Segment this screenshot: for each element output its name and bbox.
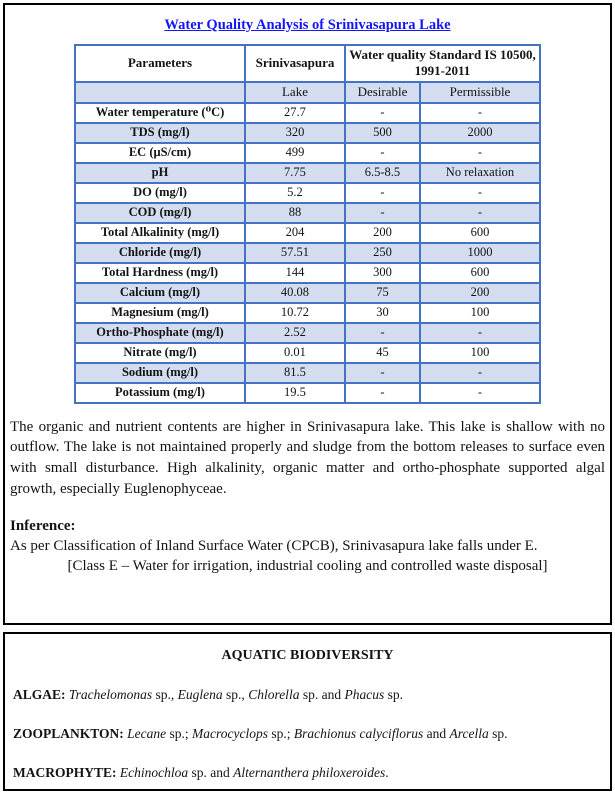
permissible-value-cell: 100 [420,303,540,323]
parameter-cell: COD (mg/l) [75,203,245,223]
species-name: Brachionus calyciflorus [293,726,424,741]
lake-value-cell: 2.52 [245,323,345,343]
table-row [75,163,540,183]
water-quality-table [74,44,541,404]
text-segment: sp. [488,726,508,741]
water-quality-table-body [75,103,540,403]
lake-value-cell: 204 [245,223,345,243]
table-row [75,263,540,283]
parameter-cell: Potassium (mg/l) [75,383,245,403]
text-segment: sp., [152,687,178,702]
permissible-value-cell: 200 [420,283,540,303]
text-segment: . [385,765,389,780]
parameter-cell: Chloride (mg/l) [75,243,245,263]
parameter-cell: Nitrate (mg/l) [75,343,245,363]
permissible-value-cell: No relaxation [420,163,540,183]
biodiversity-line-macrophyte [13,765,602,781]
table-row [75,343,540,363]
desirable-value-cell: - [345,323,420,343]
species-name: Lecane [127,726,167,741]
lake-subheader-cell: Lake [245,82,345,103]
desirable-value-cell: - [345,363,420,383]
lake-value-cell: 5.2 [245,183,345,203]
parameters-column-header: Parameters [75,45,245,82]
table-row [75,143,540,163]
lake-value-cell: 57.51 [245,243,345,263]
species-name: Chlorella [248,687,300,702]
desirable-value-cell: - [345,103,420,123]
parameter-cell: Water temperature (⁰C) [75,103,245,123]
table-subheader-row [75,82,540,103]
table-row [75,103,540,123]
desirable-subheader-cell: Desirable [345,82,420,103]
table-row [75,183,540,203]
water-quality-report-box [3,3,612,625]
text-segment: sp.; [268,726,294,741]
permissible-value-cell: - [420,143,540,163]
species-name: Alternanthera philoxeroides [233,765,386,780]
permissible-value-cell: 600 [420,223,540,243]
inference-heading: Inference: [10,518,76,535]
macrophyte-label: MACROPHYTE: [13,765,117,780]
parameter-cell: Total Alkalinity (mg/l) [75,223,245,243]
permissible-value-cell: - [420,183,540,203]
parameter-cell: Magnesium (mg/l) [75,303,245,323]
desirable-value-cell: - [345,203,420,223]
text-segment: sp. and [188,765,234,780]
inference-statement: As per Classification of Inland Surface Water (CPCB), Srinivasapura lake falls under E. [10,538,538,555]
table-row [75,323,540,343]
lake-value-cell: 27.7 [245,103,345,123]
table-row [75,383,540,403]
table-row [75,303,540,323]
inference-class-note: [Class E – Water for irrigation, industrial cooling and controlled waste disposal] [67,557,548,574]
inference-block [10,517,605,576]
permissible-value-cell: 2000 [420,123,540,143]
parameter-cell: Sodium (mg/l) [75,363,245,383]
algae-species-list [69,687,403,702]
parameter-cell: EC (μS/cm) [75,143,245,163]
desirable-value-cell: 300 [345,263,420,283]
lake-value-cell: 19.5 [245,383,345,403]
table-row [75,123,540,143]
parameter-cell: Total Hardness (mg/l) [75,263,245,283]
species-name: Arcella [449,726,489,741]
text-segment: and [423,726,450,741]
table-row [75,223,540,243]
lake-value-cell: 7.75 [245,163,345,183]
text-segment: sp. and [299,687,345,702]
parameter-cell: Ortho-Phosphate (mg/l) [75,323,245,343]
lake-value-cell: 10.72 [245,303,345,323]
page-title: Water Quality Analysis of Srinivasapura Lake [164,17,451,33]
parameter-cell: DO (mg/l) [75,183,245,203]
species-name: Echinochloa [119,765,189,780]
permissible-value-cell: - [420,203,540,223]
analysis-paragraph: The organic and nutrient contents are higher in Srinivasapura lake. This lake is shallow with no outflow. The lake is not maintained properly and sludge from the bottom releases to surface even with small disturbance. High alkalinity, organic matter and ortho-phosphate supported algal growth, especially Euglenophyceae. [10,418,605,497]
lake-value-cell: 81.5 [245,363,345,383]
desirable-value-cell: 6.5-8.5 [345,163,420,183]
table-row [75,283,540,303]
standard-column-header: Water quality Standard IS 10500, 1991-2011 [345,45,540,82]
algae-label: ALGAE: [13,687,66,702]
permissible-value-cell: - [420,363,540,383]
table-row [75,243,540,263]
desirable-value-cell: - [345,183,420,203]
species-name: Phacus [344,687,385,702]
lake-value-cell: 499 [245,143,345,163]
parameter-cell: Calcium (mg/l) [75,283,245,303]
text-segment: sp.; [166,726,193,741]
desirable-value-cell: 200 [345,223,420,243]
desirable-value-cell: 75 [345,283,420,303]
lake-value-cell: 320 [245,123,345,143]
zooplankton-species-list [127,726,507,741]
srinivasapura-column-header: Srinivasapura [245,45,345,82]
desirable-value-cell: 45 [345,343,420,363]
desirable-value-cell: 250 [345,243,420,263]
table-row [75,203,540,223]
biodiversity-line-algae [13,687,602,703]
permissible-value-cell: 1000 [420,243,540,263]
lake-value-cell: 40.08 [245,283,345,303]
zooplankton-label: ZOOPLANKTON: [13,726,124,741]
desirable-value-cell: - [345,383,420,403]
permissible-value-cell: - [420,103,540,123]
desirable-value-cell: 500 [345,123,420,143]
species-name: Macrocyclops [192,726,268,741]
desirable-value-cell: 30 [345,303,420,323]
text-segment: sp. [384,687,403,702]
table-row [75,363,540,383]
permissible-value-cell: 600 [420,263,540,283]
parameter-cell: TDS (mg/l) [75,123,245,143]
parameter-cell: pH [75,163,245,183]
macrophyte-species-list [120,765,389,780]
aquatic-biodiversity-box [3,632,612,791]
permissible-value-cell: - [420,383,540,403]
species-name: Trachelomonas [68,687,153,702]
lake-value-cell: 0.01 [245,343,345,363]
empty-subheader-cell [75,82,245,103]
table-header-row [75,45,540,82]
species-name: Euglena [177,687,223,702]
permissible-value-cell: 100 [420,343,540,363]
desirable-value-cell: - [345,143,420,163]
biodiversity-title: AQUATIC BIODIVERSITY [221,648,394,663]
permissible-value-cell: - [420,323,540,343]
lake-value-cell: 88 [245,203,345,223]
biodiversity-line-zooplankton [13,726,602,742]
text-segment: sp., [222,687,249,702]
permissible-subheader-cell: Permissible [420,82,540,103]
lake-value-cell: 144 [245,263,345,283]
